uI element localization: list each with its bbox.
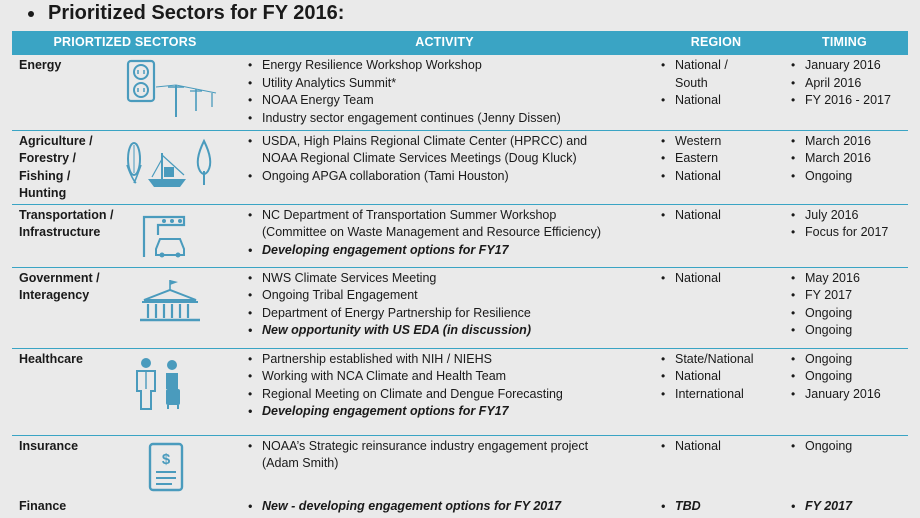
region-cell [651,267,781,348]
outlet-powerline-icon [124,57,238,121]
government-building-icon [124,270,238,326]
timing-list [787,438,902,456]
table-row [12,55,908,130]
activity-item: • NC Department of Transportation Summer Workshop [244,207,645,225]
timing-list [787,57,902,110]
activity-list [244,498,645,516]
region-list [657,133,775,186]
sector-cell [12,267,124,348]
region-list [657,270,775,288]
timing-item: • March 2016 [787,150,902,168]
activity-list [244,270,645,340]
activity-cell [238,435,651,496]
region-item: • International [657,386,775,404]
activity-item: NOAA Regional Climate Services Meetings (Doug Kluck) [262,151,577,165]
activity-list [244,57,645,127]
activity-cell [238,130,651,204]
activity-cell [238,267,651,348]
timing-item: • Ongoing [787,351,902,369]
timing-list [787,133,902,186]
region-list [657,57,775,110]
timing-list [787,498,902,516]
region-item: • TBD [657,498,775,516]
timing-item: • January 2016 [787,57,902,75]
sector-icon-cell [124,267,238,348]
activity-cell [238,204,651,267]
region-item: • Western [657,133,775,151]
activity-item: • Energy Resilience Workshop Workshop [244,57,645,75]
timing-item: • April 2016 [787,75,902,93]
header-sectors: PRIORTIZED SECTORS [12,31,238,55]
sector-cell [12,435,124,496]
timing-cell [781,267,908,348]
sector-label: Government / [19,270,100,285]
activity-item: • New opportunity with US EDA (in discussion) [244,322,645,340]
timing-item: • Ongoing [787,168,902,186]
timing-cell [781,348,908,435]
sector-label: Finance [19,498,67,513]
activity-item: • Regional Meeting on Climate and Dengue Forecasting [244,386,645,404]
doctor-patient-icon [124,351,238,411]
activity-list [244,207,645,260]
activity-list [244,438,645,473]
table-row [12,267,908,348]
header-region: REGION [651,31,781,55]
region-cell [651,496,781,518]
region-item: • Eastern [657,150,775,168]
region-cell [651,130,781,204]
sector-cell [12,348,124,435]
corn-boat-tree-icon [124,133,238,191]
region-cell [651,435,781,496]
sector-label: Agriculture / [19,133,93,148]
timing-list [787,351,902,404]
region-cell [651,55,781,130]
activity-item: • NOAA’s Strategic reinsurance industry engagement project [244,438,645,456]
activity-item: • Ongoing APGA collaboration (Tami Houston) [244,168,645,186]
timing-cell [781,55,908,130]
timing-item: • Ongoing [787,438,902,456]
sectors-table [12,31,908,518]
region-list [657,351,775,404]
activity-item: • Ongoing Tribal Engagement [244,287,645,305]
timing-cell [781,130,908,204]
activity-item: • Developing engagement options for FY17 [244,403,645,421]
activity-item: • NWS Climate Services Meeting [244,270,645,288]
header-timing: TIMING [781,31,908,55]
region-item: • National [657,270,775,288]
title-text: Prioritized Sectors for FY 2016: [48,2,345,24]
table-body [12,55,908,518]
activity-item: (Adam Smith) [262,456,339,470]
region-item: • National [657,368,775,386]
region-item: • National / [657,57,775,75]
timing-item: • Ongoing [787,322,902,340]
bullet-icon [28,11,34,17]
sector-icon-cell [124,204,238,267]
sector-label: Transportation / [19,207,114,222]
sector-icon-cell [124,496,238,518]
activity-list [244,133,645,186]
activity-item: (Committee on Waste Management and Resource Efficiency) [262,225,602,239]
timing-list [787,270,902,340]
page-title [28,2,344,25]
activity-item: • Industry sector engagement continues (Jenny Dissen) [244,110,645,128]
activity-item: • USDA, High Plains Regional Climate Center (HPRCC) and [244,133,645,151]
activity-item: • Department of Energy Partnership for Resilience [244,305,645,323]
region-item: • National [657,207,775,225]
sector-label: Healthcare [19,351,83,366]
activity-item: • Utility Analytics Summit* [244,75,645,93]
sector-icon-cell [124,435,238,496]
timing-cell [781,496,908,518]
region-item: • National [657,438,775,456]
activity-cell [238,55,651,130]
timing-item: • January 2016 [787,386,902,404]
activity-item: • Developing engagement options for FY17 [244,242,645,260]
timing-cell [781,435,908,496]
activity-cell [238,348,651,435]
invoice-dollar-icon [124,438,238,496]
activity-item: • Partnership established with NIH / NIEHS [244,351,645,369]
region-item: • National [657,168,775,186]
sector-cell [12,130,124,204]
sector-cell [12,496,124,518]
timing-item: • May 2016 [787,270,902,288]
region-list [657,498,775,516]
table-row [12,348,908,435]
region-cell [651,348,781,435]
car-infrastructure-icon [124,207,238,259]
timing-item: • Ongoing [787,368,902,386]
timing-item: • March 2016 [787,133,902,151]
region-item: South [675,75,708,90]
sector-label: Infrastructure [19,225,101,239]
sector-label: Interagency [19,288,90,302]
timing-item: • July 2016 [787,207,902,225]
activity-item: • Working with NCA Climate and Health Team [244,368,645,386]
region-item: • National [657,92,775,110]
sector-label: Fishing / Hunting [19,168,71,200]
timing-item: • Ongoing [787,305,902,323]
region-list [657,207,775,225]
sector-label: Energy [19,58,62,72]
sector-icon-cell [124,348,238,435]
table-row [12,496,908,518]
header-activity: ACTIVITY [238,31,651,55]
activity-cell [238,496,651,518]
timing-item: • FY 2017 [787,287,902,305]
activity-list [244,351,645,421]
timing-item: • FY 2016 - 2017 [787,92,902,110]
table-row [12,204,908,267]
timing-item: • FY 2017 [787,498,902,516]
timing-cell [781,204,908,267]
table-row [12,130,908,204]
region-cell [651,204,781,267]
sector-label: Insurance [19,438,79,453]
timing-item: • Focus for 2017 [787,224,902,242]
table-header-row [12,31,908,55]
svg-text:$: $ [161,450,171,468]
region-list [657,438,775,456]
sector-icon-cell [124,55,238,130]
region-item: • State/National [657,351,775,369]
sector-label: Forestry / [19,151,76,165]
table-row [12,435,908,496]
sector-cell [12,55,124,130]
sector-cell [12,204,124,267]
activity-item: • New - developing engagement options for FY 2017 [244,498,645,516]
activity-item: • NOAA Energy Team [244,92,645,110]
sector-icon-cell [124,130,238,204]
timing-list [787,207,902,242]
